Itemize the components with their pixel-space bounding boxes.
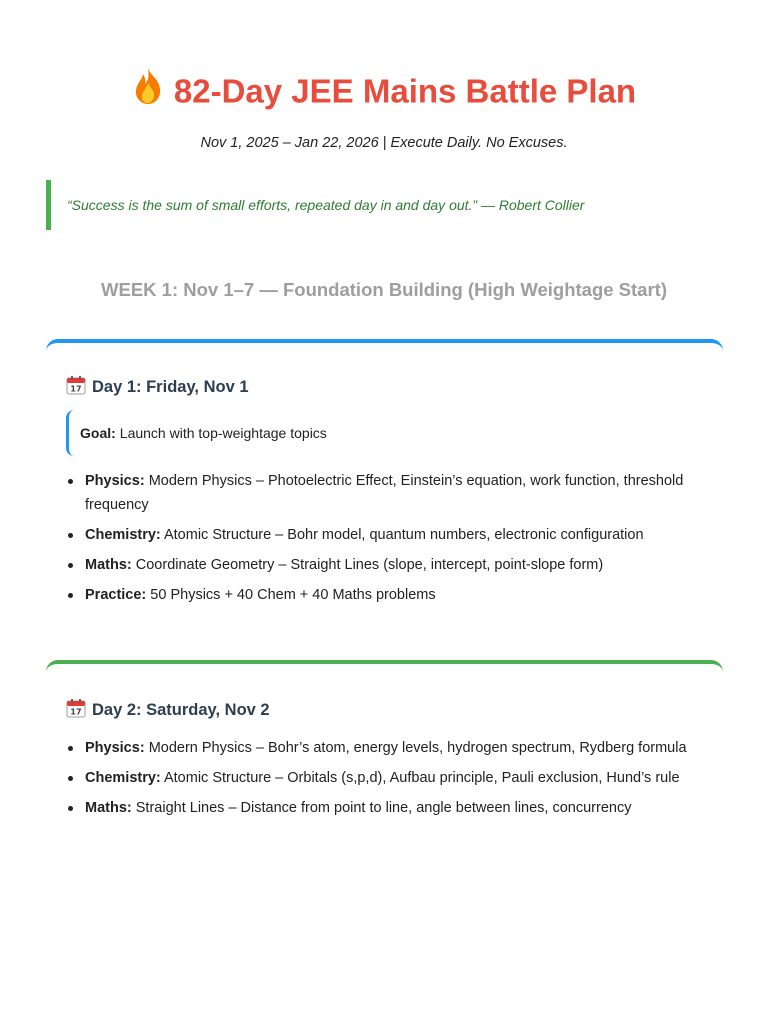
day-1-task-list [66,469,706,613]
svg-text:17: 17 [70,707,82,717]
list-item [66,766,706,790]
day-2-task-list [66,736,706,826]
page-title [0,70,768,113]
subject-label: Physics: [85,740,145,756]
day-2-heading-text: Day 2: Saturday, Nov 2 [92,701,270,719]
day-2-card-top-border [46,660,723,682]
subject-label: Practice: [85,587,147,603]
subject-label: Chemistry: [85,770,161,786]
subject-label: Maths: [85,557,132,573]
title-text: 82-Day JEE Mains Battle Plan [173,72,637,110]
goal-text: Launch with top-weightage topics [119,425,327,441]
list-item [66,583,706,607]
date-range-subtitle: Nov 1, 2025 – Jan 22, 2026 | Execute Daily. No Excuses. [200,135,568,151]
list-item [66,736,706,760]
day-1-card-top-border [46,339,723,361]
task-text: Atomic Structure – Orbitals (s,p,d), Aufbau principle, Pauli exclusion, Hund’s rule [163,770,680,786]
subject-label: Physics: [85,473,145,489]
list-item [66,553,706,577]
svg-text:17: 17 [70,384,82,394]
day-1-heading-text: Day 1: Friday, Nov 1 [92,378,249,396]
task-text: Modern Physics – Photoelectric Effect, Einstein’s equation, work function, threshold frequency [85,473,684,513]
fire-icon [132,67,164,110]
list-item [66,469,706,517]
day-1-heading [66,375,249,400]
list-item [66,523,706,547]
list-item [66,796,706,820]
calendar-icon [66,698,86,723]
subject-label: Chemistry: [85,527,161,543]
quote-text: “Success is the sum of small efforts, repeated day in and day out.” — Robert Collier [67,197,585,213]
task-text: 50 Physics + 40 Chem + 40 Maths problems [150,587,436,603]
task-text: Atomic Structure – Bohr model, quantum numbers, electronic configuration [163,527,644,543]
motivational-quote [46,180,722,230]
task-text: Straight Lines – Distance from point to line, angle between lines, concurrency [135,800,632,816]
task-text: Coordinate Geometry – Straight Lines (slope, intercept, point-slope form) [135,557,604,573]
week-heading: WEEK 1: Nov 1–7 — Foundation Building (High Weightage Start) [101,279,667,300]
subject-label: Maths: [85,800,132,816]
task-text: Modern Physics – Bohr’s atom, energy levels, hydrogen spectrum, Rydberg formula [148,740,687,756]
day-2-heading [66,698,270,723]
goal-label: Goal: [80,425,116,441]
calendar-icon [66,375,86,400]
day-1-goal [66,410,466,456]
